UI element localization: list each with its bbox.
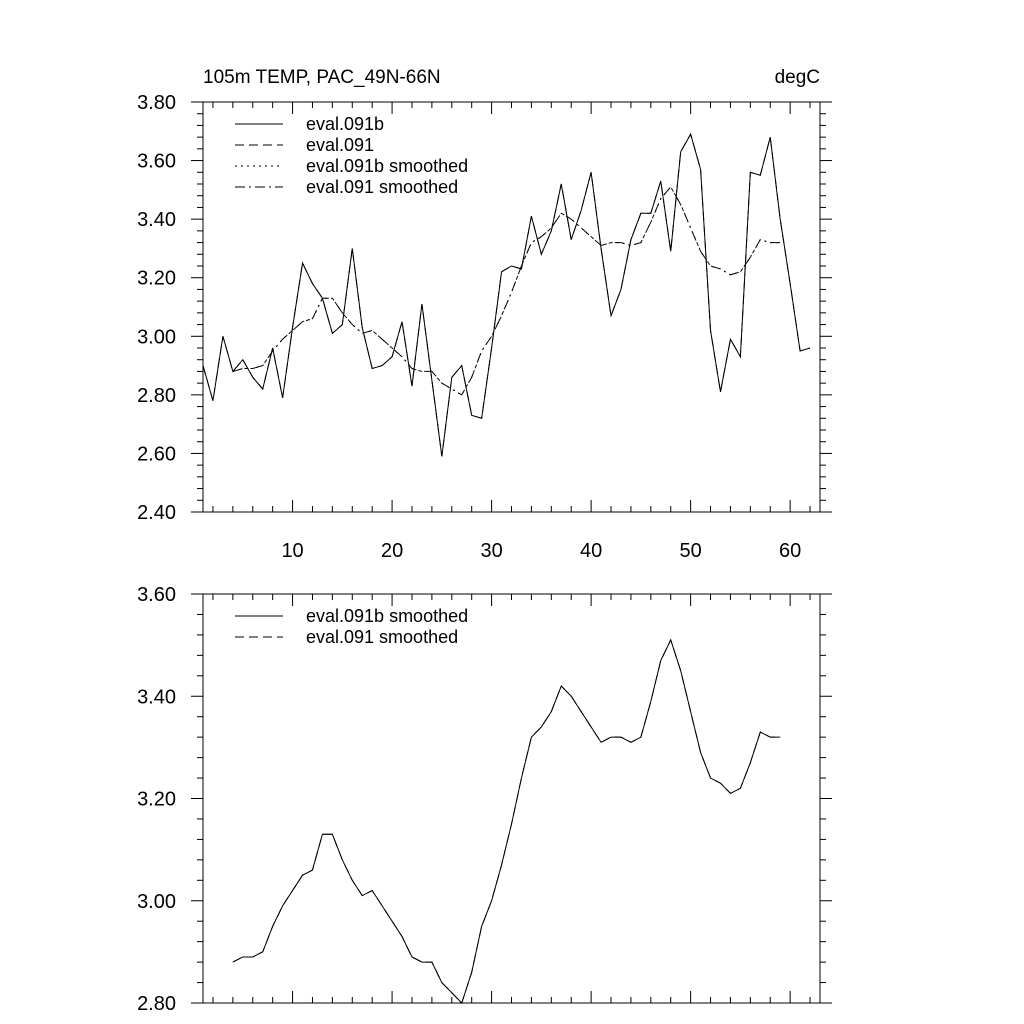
- x-tick-labels-top: [281, 540, 801, 562]
- y-tick-label: 3.00: [137, 890, 176, 913]
- axis-ticks-top: [191, 102, 832, 512]
- legend-label: eval.091b smoothed: [306, 606, 469, 626]
- axis-ticks-bottom: [191, 594, 832, 1003]
- y-tick-label: 3.20: [137, 788, 176, 811]
- y-tick-label: 3.40: [137, 209, 176, 232]
- series-line: [233, 187, 780, 395]
- legend-label: eval.091: [306, 135, 375, 155]
- y-tick-label: 2.60: [137, 443, 176, 466]
- x-tick-label: 60: [779, 540, 802, 562]
- chart-bottom: [137, 584, 832, 1015]
- y-tick-label: 2.40: [137, 502, 176, 524]
- chart-title: 105m TEMP, PAC_49N-66N: [203, 67, 441, 88]
- series-lines-bottom: [233, 640, 780, 1003]
- y-tick-label: 2.80: [137, 384, 176, 407]
- chart-top: [137, 67, 832, 562]
- legend-bottom: [235, 606, 468, 647]
- units-label: degC: [774, 67, 820, 88]
- series-line: [203, 134, 810, 456]
- series-line: [203, 134, 810, 456]
- series-line: [233, 187, 780, 395]
- plot-frame-bottom: [203, 594, 820, 1003]
- x-tick-label: 40: [579, 540, 603, 562]
- series-lines-top: [203, 134, 810, 456]
- y-tick-label: 3.00: [137, 326, 176, 349]
- legend-label: eval.091b smoothed: [306, 156, 469, 176]
- legend-label: eval.091 smoothed: [306, 177, 459, 197]
- y-tick-labels-top: [137, 92, 176, 524]
- x-tick-label: 10: [281, 540, 304, 562]
- series-line: [233, 640, 780, 1003]
- y-tick-label: 3.80: [137, 92, 176, 114]
- legend-label: eval.091b: [306, 114, 385, 134]
- y-tick-label: 3.60: [137, 150, 176, 173]
- x-tick-label: 20: [380, 540, 404, 562]
- y-tick-label: 3.60: [137, 584, 176, 606]
- legend-label: eval.091 smoothed: [306, 627, 459, 647]
- y-tick-labels-bottom: [137, 584, 176, 1015]
- series-line: [233, 640, 780, 1003]
- x-tick-label: 30: [480, 540, 503, 562]
- y-tick-label: 2.80: [137, 993, 176, 1015]
- y-tick-label: 3.40: [137, 686, 176, 709]
- x-tick-label: 50: [679, 540, 702, 562]
- y-tick-label: 3.20: [137, 267, 176, 290]
- legend-top: [235, 114, 468, 197]
